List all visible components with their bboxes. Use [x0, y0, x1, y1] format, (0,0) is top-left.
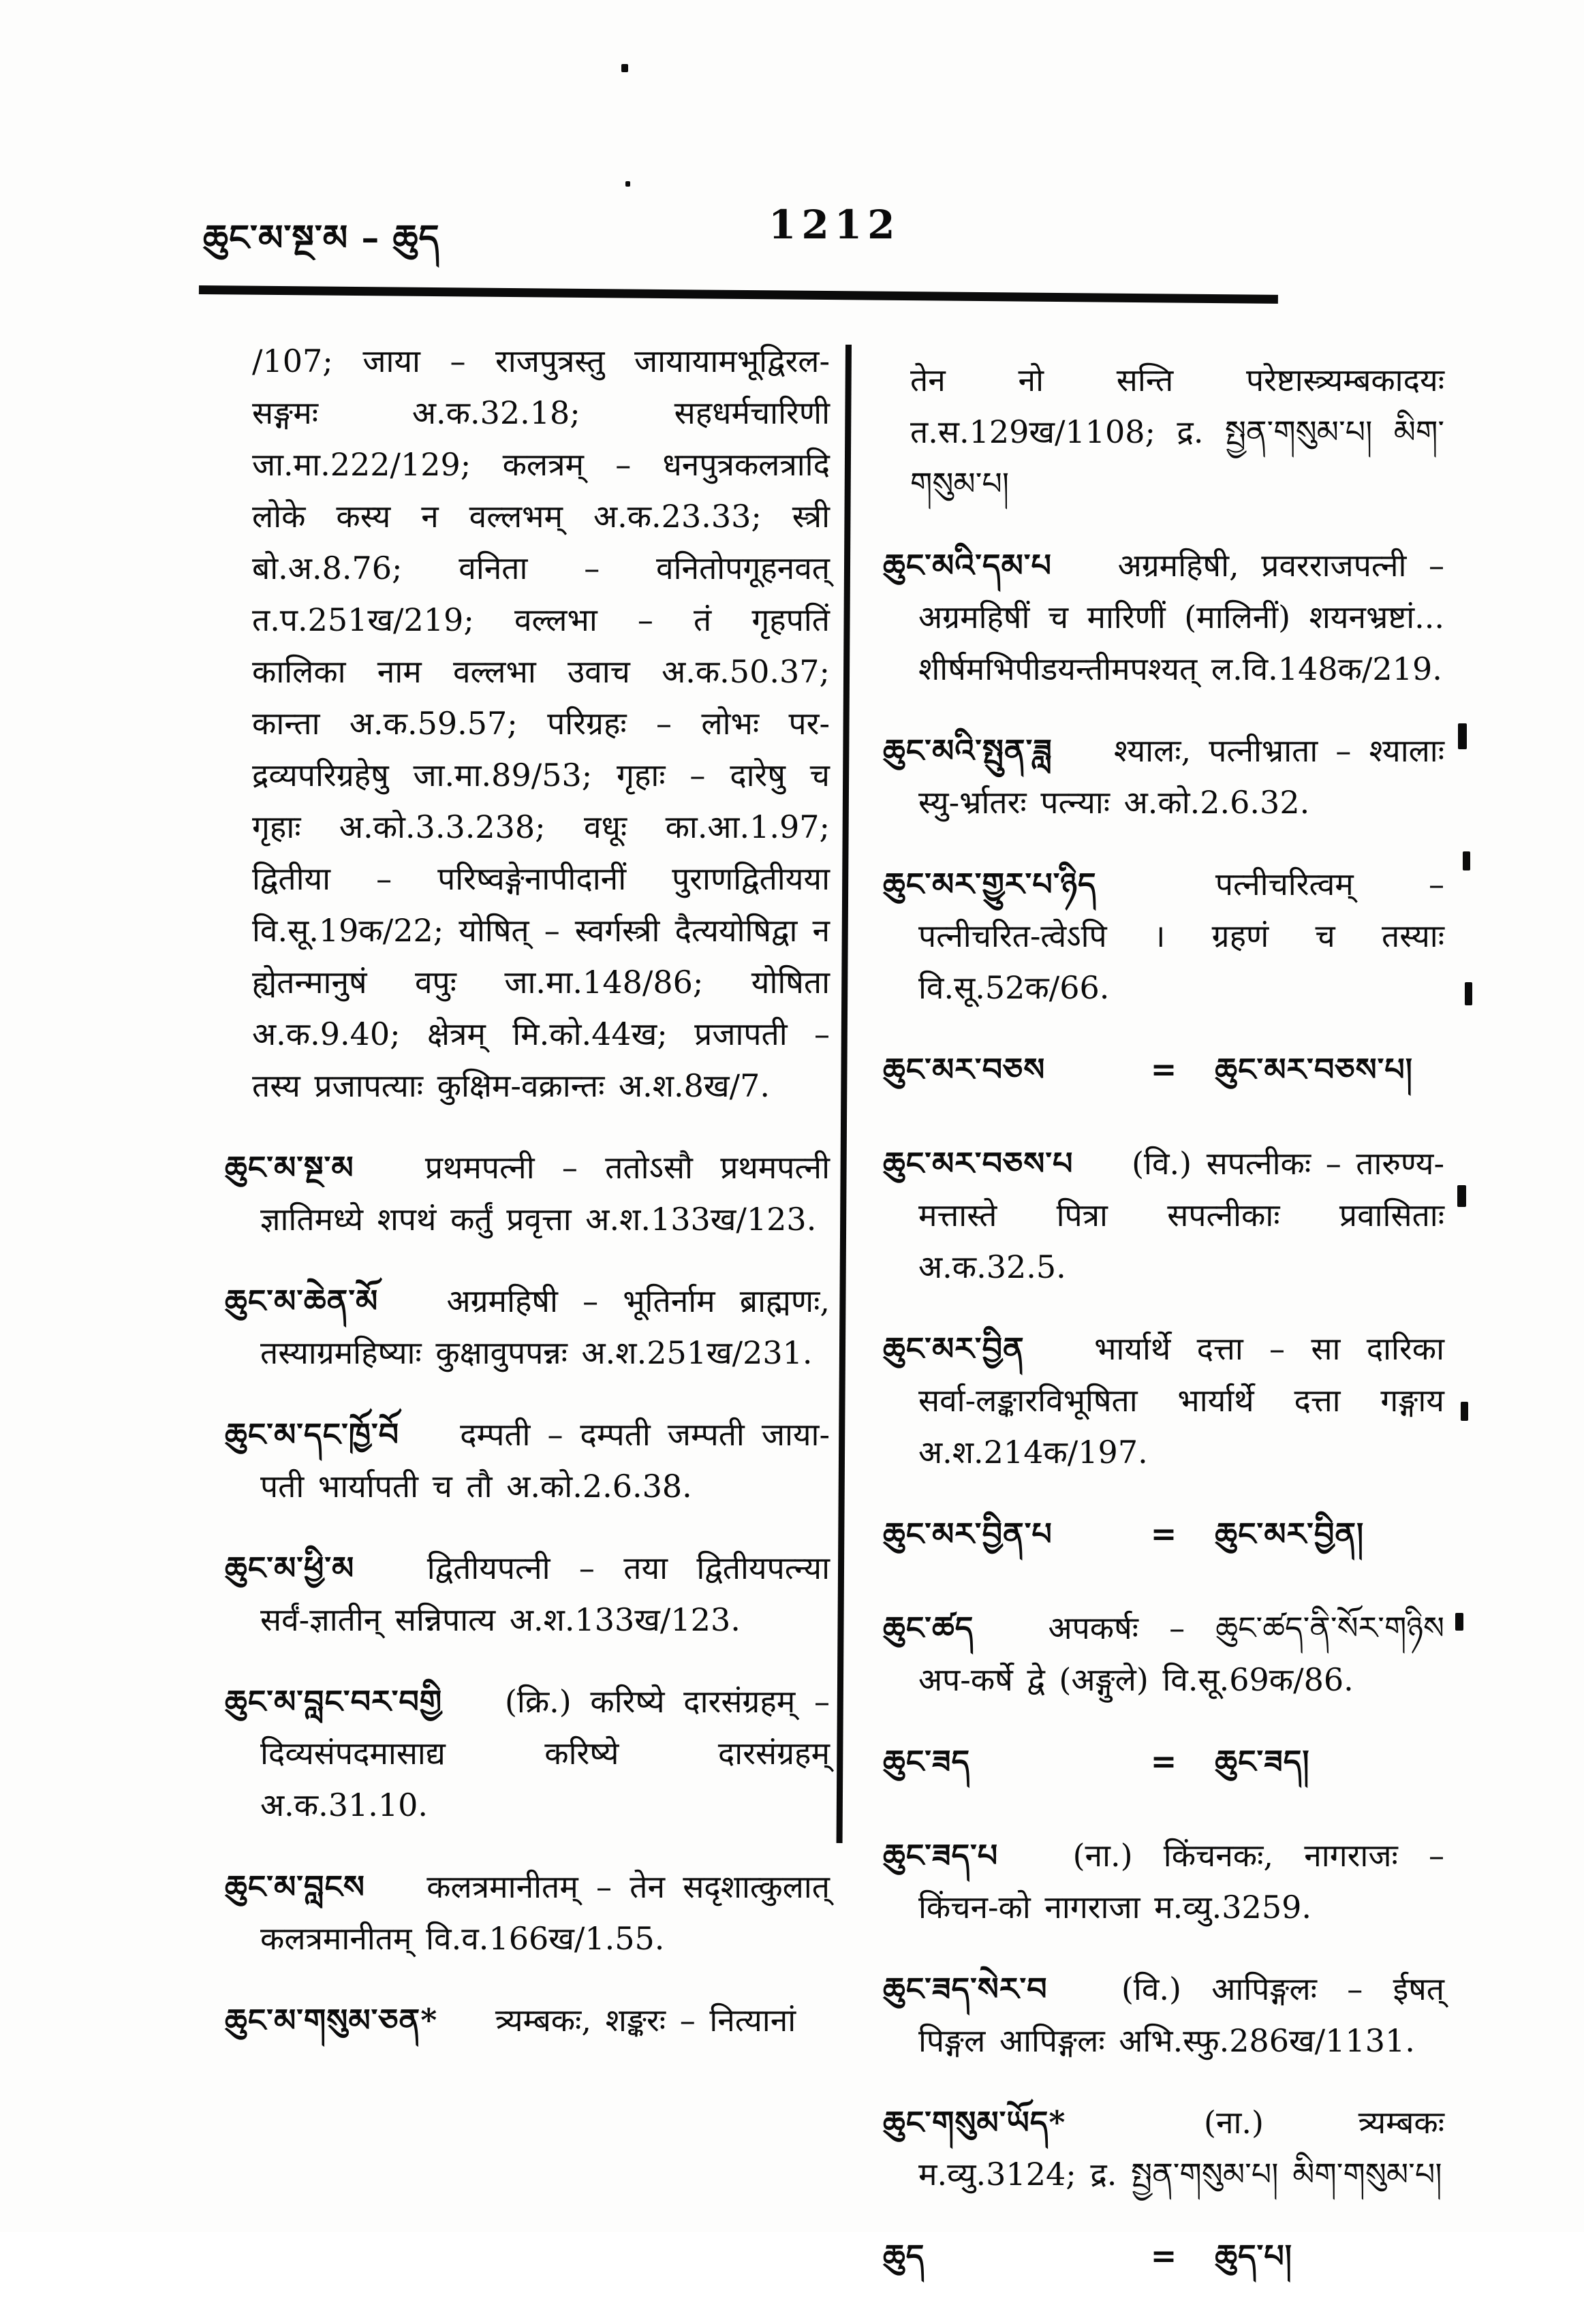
- entry-headword: ཆུང་མ་ཕྱི་མ: [225, 1550, 355, 1586]
- column-divider-rule: [837, 345, 852, 1843]
- cross-reference-target: ཆུད་པ།: [1215, 2237, 1293, 2274]
- entry-body: प्रथमपत्नी – ततोऽसौ प्रथमपत्नी ज्ञातिमध्ये शपथं कर्तुं प्रवृत्ता अ.श.133ख/123.: [260, 1149, 830, 1238]
- entry-headword: ཆུང་ཟད་སེར་བ: [883, 1970, 1048, 2007]
- entry-headword: ཆུང་མ་སྔ་མ: [225, 1149, 354, 1186]
- cross-reference-entry: [883, 1508, 1444, 1560]
- entry-headword: ཆུང་ཚད: [883, 1609, 974, 1646]
- scan-speck: [1458, 723, 1467, 749]
- entry-headword: ཆུད: [883, 2237, 925, 2274]
- dictionary-entry: [225, 1542, 830, 1646]
- entry-body: (ना.) किंचनकः, नागराजः – किंचन-को नागराजा म.व्यु.3259.: [918, 1837, 1445, 1926]
- scan-speck: [1455, 1613, 1463, 1631]
- scan-speck: [621, 64, 628, 72]
- equals-sign: =: [1150, 2237, 1177, 2274]
- dictionary-entry: [883, 1602, 1444, 1706]
- right-column: [883, 354, 1444, 2324]
- entry-headword: ཆུང་མར་བྱིན: [883, 1330, 1025, 1367]
- cross-reference-target: ཆུང་ཟད།: [1215, 1743, 1310, 1780]
- entry-body: त्र्यम्बकः, शङ्करः – नित्यानां: [495, 2002, 796, 2039]
- entry-headword: ཆུང་ཟད: [883, 1743, 971, 1780]
- entry-headword: ཆུང་མ་གསུམ་ཅན*: [225, 2002, 438, 2039]
- header-rule: [199, 285, 1278, 304]
- dictionary-entry: [225, 1861, 830, 1964]
- dictionary-entry: [883, 1137, 1444, 1293]
- cross-reference-entry: [883, 1043, 1444, 1095]
- running-head: ཆུང་མ་སྔ་མ – ཆུད: [203, 217, 440, 259]
- entry-headword: ཆུང་མར་བཅས་པ: [883, 1145, 1074, 1182]
- entry-body: कलत्रमानीतम् – तेन सदृशात्कुलात् कलत्रमानीतम् वि.व.166ख/1.55.: [260, 1868, 830, 1957]
- entry-body: द्वितीयपत्नी – तया द्वितीयपत्न्या सर्वं-ज्ञातीन् सन्निपात्य अ.श.133ख/123.: [260, 1550, 830, 1638]
- entry-body: अग्रमहिषी, प्रवरराजपत्नी – अग्रमहिषीं च मारिणीं (मालिनीं) शयनभ्रष्टां... शीर्षमभिपीडयन्तीमपश्यत् ल.वि.148क/219.: [918, 547, 1444, 687]
- entry-headword: ཆུང་མ་བླང་བར་བགྱི: [225, 1683, 443, 1720]
- cross-reference-target: ཆུང་མར་བཅས་པ།: [1215, 1051, 1413, 1088]
- dictionary-entry: [883, 725, 1444, 828]
- entry-body: अपकर्षः – ཆུང་ཚད་ནི་སོར་གཉིས अप-कर्षे द्वे (अङ्गुले) वि.सू.69क/86.: [918, 1609, 1444, 1698]
- cross-reference-entry: [883, 1736, 1444, 1787]
- scan-speck: [1463, 851, 1470, 870]
- equals-sign: =: [1150, 1743, 1177, 1780]
- entry-body: भार्यार्थे दत्ता – सा दारिका सर्वा-लङ्कारविभूषिता भार्यार्थे दत्ता गङ्गाय अ.श.214क/197.: [918, 1330, 1444, 1471]
- entry-body: पत्नीचरित्वम् – पत्नीचरित-त्वेऽपि । ग्रहणं च तस्याः वि.सू.52क/66.: [918, 866, 1444, 1006]
- dictionary-entry: [883, 1963, 1444, 2067]
- entry-headword: ཆུང་ཟད་པ: [883, 1837, 999, 1874]
- entry-headword: ཆུང་མར་གྱུར་པ་ཉིད: [883, 866, 1097, 902]
- entry-headword: ཆུང་མར་བྱིན་པ: [883, 1516, 1053, 1552]
- left-column: [225, 335, 830, 2076]
- entry-headword: ཆུང་གསུམ་ཡོད*: [883, 2104, 1066, 2141]
- dictionary-entry: [225, 1409, 830, 1512]
- continuation-paragraph: तेन नो सन्ति परेष्टास्त्र्यम्बकादयः त.स.129ख/1108; द्र. སྤྱན་གསུམ་པ། མིག་གསུམ་པ།: [910, 362, 1444, 502]
- dictionary-entry: [225, 1676, 830, 1831]
- dictionary-entry: [883, 1830, 1444, 1933]
- dictionary-entry: [883, 858, 1444, 1014]
- entry-body: श्यालः, पत्नीभ्राता – श्यालाः स्यु-र्भ्रातरः पत्न्याः अ.को.2.6.32.: [918, 732, 1444, 821]
- entry-headword: ཆུང་མ་དང་ཁྱོ་བོ: [225, 1416, 400, 1453]
- dictionary-entry: [225, 1994, 830, 2046]
- cross-reference-entry: [883, 2230, 1444, 2282]
- page-number: 1212: [768, 202, 901, 248]
- entry-body: (क्रि.) करिष्ये दारसंग्रहम् – दिव्यसंपदमासाद्य करिष्ये दारसंग्रहम् अ.क.31.10.: [260, 1683, 830, 1823]
- dictionary-entry: [883, 2097, 1444, 2200]
- entry-body: दम्पती – दम्पती जम्पती जाया-पती भार्यापती च तौ अ.को.2.6.38.: [260, 1416, 830, 1505]
- entry-body: (वि.) सपत्नीकः – तारुण्य-मत्तास्ते पित्रा सपत्नीकाः प्रवासिताः अ.क.32.5.: [918, 1145, 1444, 1285]
- scan-speck: [625, 181, 630, 187]
- scan-speck: [1465, 982, 1472, 1005]
- cross-reference-target: ཆུང་མར་བྱིན།: [1215, 1516, 1365, 1552]
- scan-speck: [1457, 1185, 1466, 1207]
- dictionary-entry: [883, 539, 1444, 695]
- entry-body: (वि.) आपिङ्गलः – ईषत् पिङ्गल आपिङ्गलः अभि.स्फु.286ख/1131.: [918, 1970, 1444, 2059]
- entry-headword: ཆུང་མ་བླངས: [225, 1868, 365, 1905]
- equals-sign: =: [1150, 1516, 1177, 1552]
- scan-speck: [1461, 1402, 1468, 1421]
- entry-headword: ཆུང་མར་བཅས: [883, 1051, 1046, 1088]
- entry-body: अग्रमहिषी – भूतिर्नाम ब्राह्मणः, तस्याग्रमहिष्याः कुक्षावुपपन्नः अ.श.251ख/231.: [260, 1283, 830, 1371]
- entry-body: (ना.) त्र्यम्बकः म.व्यु.3124; द्र. སྤྱན་གསུམ་པ། མིག་གསུམ་པ།: [918, 2104, 1444, 2193]
- entry-headword: ཆུང་མའི་དམ་པ: [883, 547, 1052, 584]
- continuation-paragraph: /107; जाया – राजपुत्रस्तु जायायामभूद्विरल-सङ्गमः अ.क.32.18; सहधर्मचारिणी जा.मा.222/129; कलत्रम् – धनपुत्रकलत्रादि लोके कस्य न वल्लभम् अ.क.23.33; स्त्री बो.अ.8.76; वनिता – वनितोपगूहनवत् त.प.251ख/219; वल्लभा – तं गृहपतिं कालिका नाम वल्लभा उवाच अ.क.50.37; कान्ता अ.क.59.57; परिग्रहः – लोभः पर-द्रव्यपरिग्रहेषु जा.मा.89/53; गृहाः – दारेषु च गृहाः अ.को.3.3.238; वधूः का.आ.1.97; द्वितीया – परिष्वङ्गेनापीदानीं पुराणद्वितीयया वि.सू.19क/22; योषित् – स्वर्गस्त्री दैत्ययोषिद्वा न ह्येतन्मानुषं वपुः जा.मा.148/86; योषिता अ.क.9.40; क्षेत्रम् मि.को.44ख; प्रजापती – तस्य प्रजापत्याः कुक्षिम-वक्रान्तः अ.श.8ख/7.: [252, 343, 830, 1104]
- entry-headword: ཆུང་མའི་སྤུན་ཟླ: [883, 732, 1053, 769]
- dictionary-entry: [883, 1323, 1444, 1478]
- entry-headword: ཆུང་མ་ཆེན་མོ: [225, 1283, 379, 1319]
- equals-sign: =: [1150, 1051, 1177, 1088]
- dictionary-entry: [225, 1142, 830, 1245]
- dictionary-entry: [225, 1275, 830, 1379]
